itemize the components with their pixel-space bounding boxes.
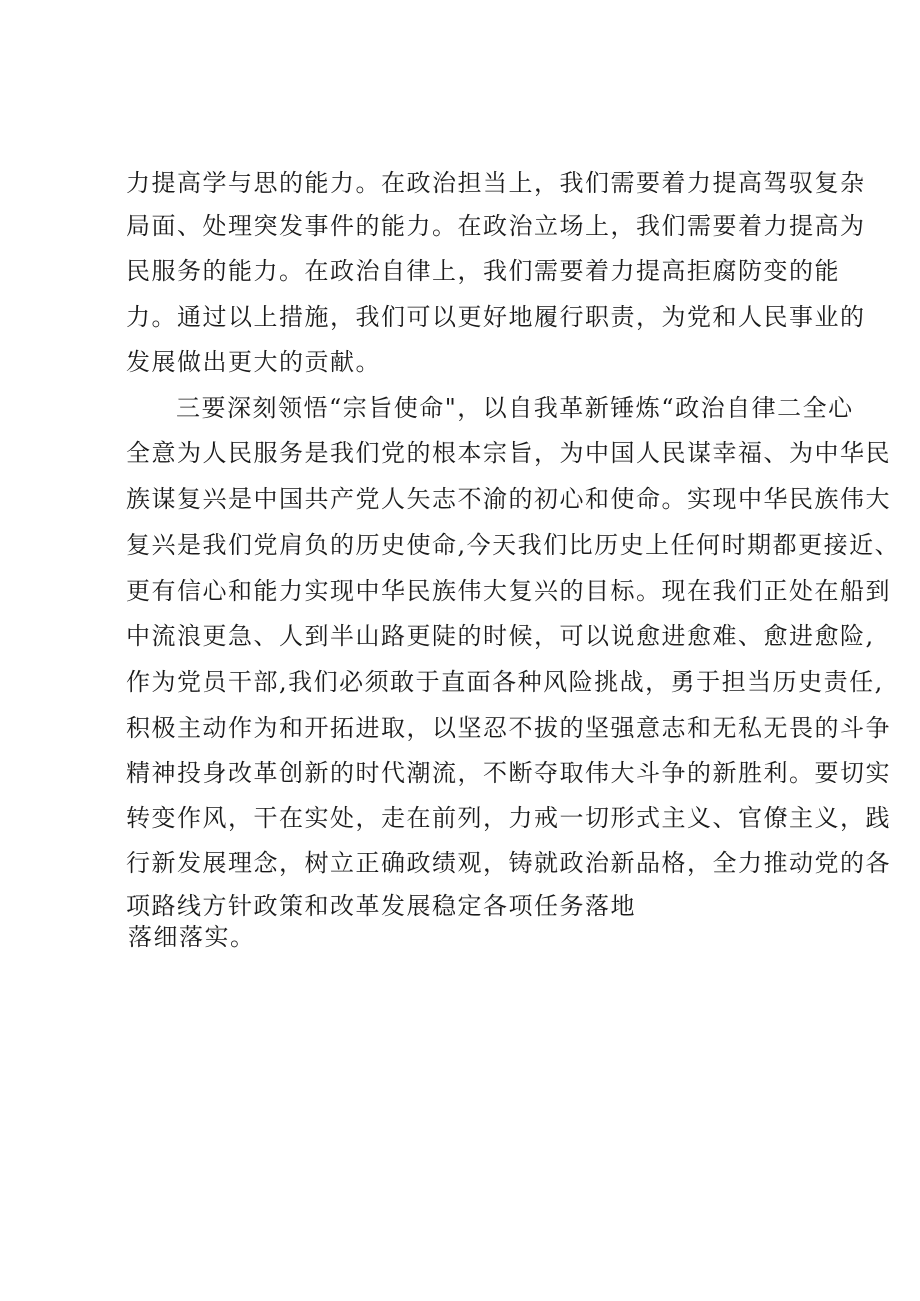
paragraph2-line-8: 积极主动作为和开拓进取，以坚忍不拔的坚强意志和无私无畏的斗争 [126,714,891,742]
paragraph2-line-7: 作为党员干部,我们必须敢于直面各种风险挑战，勇于担当历史责任, [126,668,884,696]
paragraph1-line-3: 民服务的能力。在政治自律上，我们需要着力提高拒腐防变的能 [126,257,840,285]
paragraph2-line-6: 中流浪更急、人到半山路更陡的时候，可以说愈进愈难、愈进愈险, [126,622,875,650]
paragraph2-line-9: 精神投身改革创新的时代潮流，不断夺取伟大斗争的新胜利。要切实 [126,759,891,787]
paragraph2-line-2: 全意为人民服务是我们党的根本宗旨，为中国人民谋幸福、为中华民 [126,439,891,467]
paragraph2-line-3: 族谋复兴是中国共产党人矢志不渝的初心和使命。实现中华民族伟大 [126,485,891,513]
paragraph2-line-10: 转变作风，干在实处，走在前列，力戒一切形式主义、官僚主义，践 [126,804,891,832]
paragraph1-line-4: 力。通过以上措施，我们可以更好地履行职责，为党和人民事业的 [126,303,866,331]
paragraph1-line-2: 局面、处理突发事件的能力。在政治立场上，我们需要着力提高为 [126,212,866,240]
paragraph1-line-1: 力提高学与思的能力。在政治担当上，我们需要着力提高驾驭复杂 [126,169,866,197]
paragraph2-line-11: 行新发展理念，树立正确政绩观，铸就政治新品格，全力推动党的各 [126,849,891,877]
paragraph2-line-13: 落细落实。 [128,923,256,951]
paragraph1-line-5: 发展做出更大的贡献。 [126,348,381,376]
paragraph2-line-5: 更有信心和能力实现中华民族伟大复兴的目标。现在我们正处在船到 [126,577,891,605]
paragraph2-line-12: 项路线方针政策和改革发展稳定各项任务落地 [126,892,636,920]
paragraph2-line-1: 三要深刻领悟“宗旨使命"，以自我革新锤炼“政治自律二全心 [176,394,854,422]
paragraph2-line-4: 复兴是我们党肩负的历史使命,今天我们比历史上任何时期都更接近、 [126,531,901,559]
